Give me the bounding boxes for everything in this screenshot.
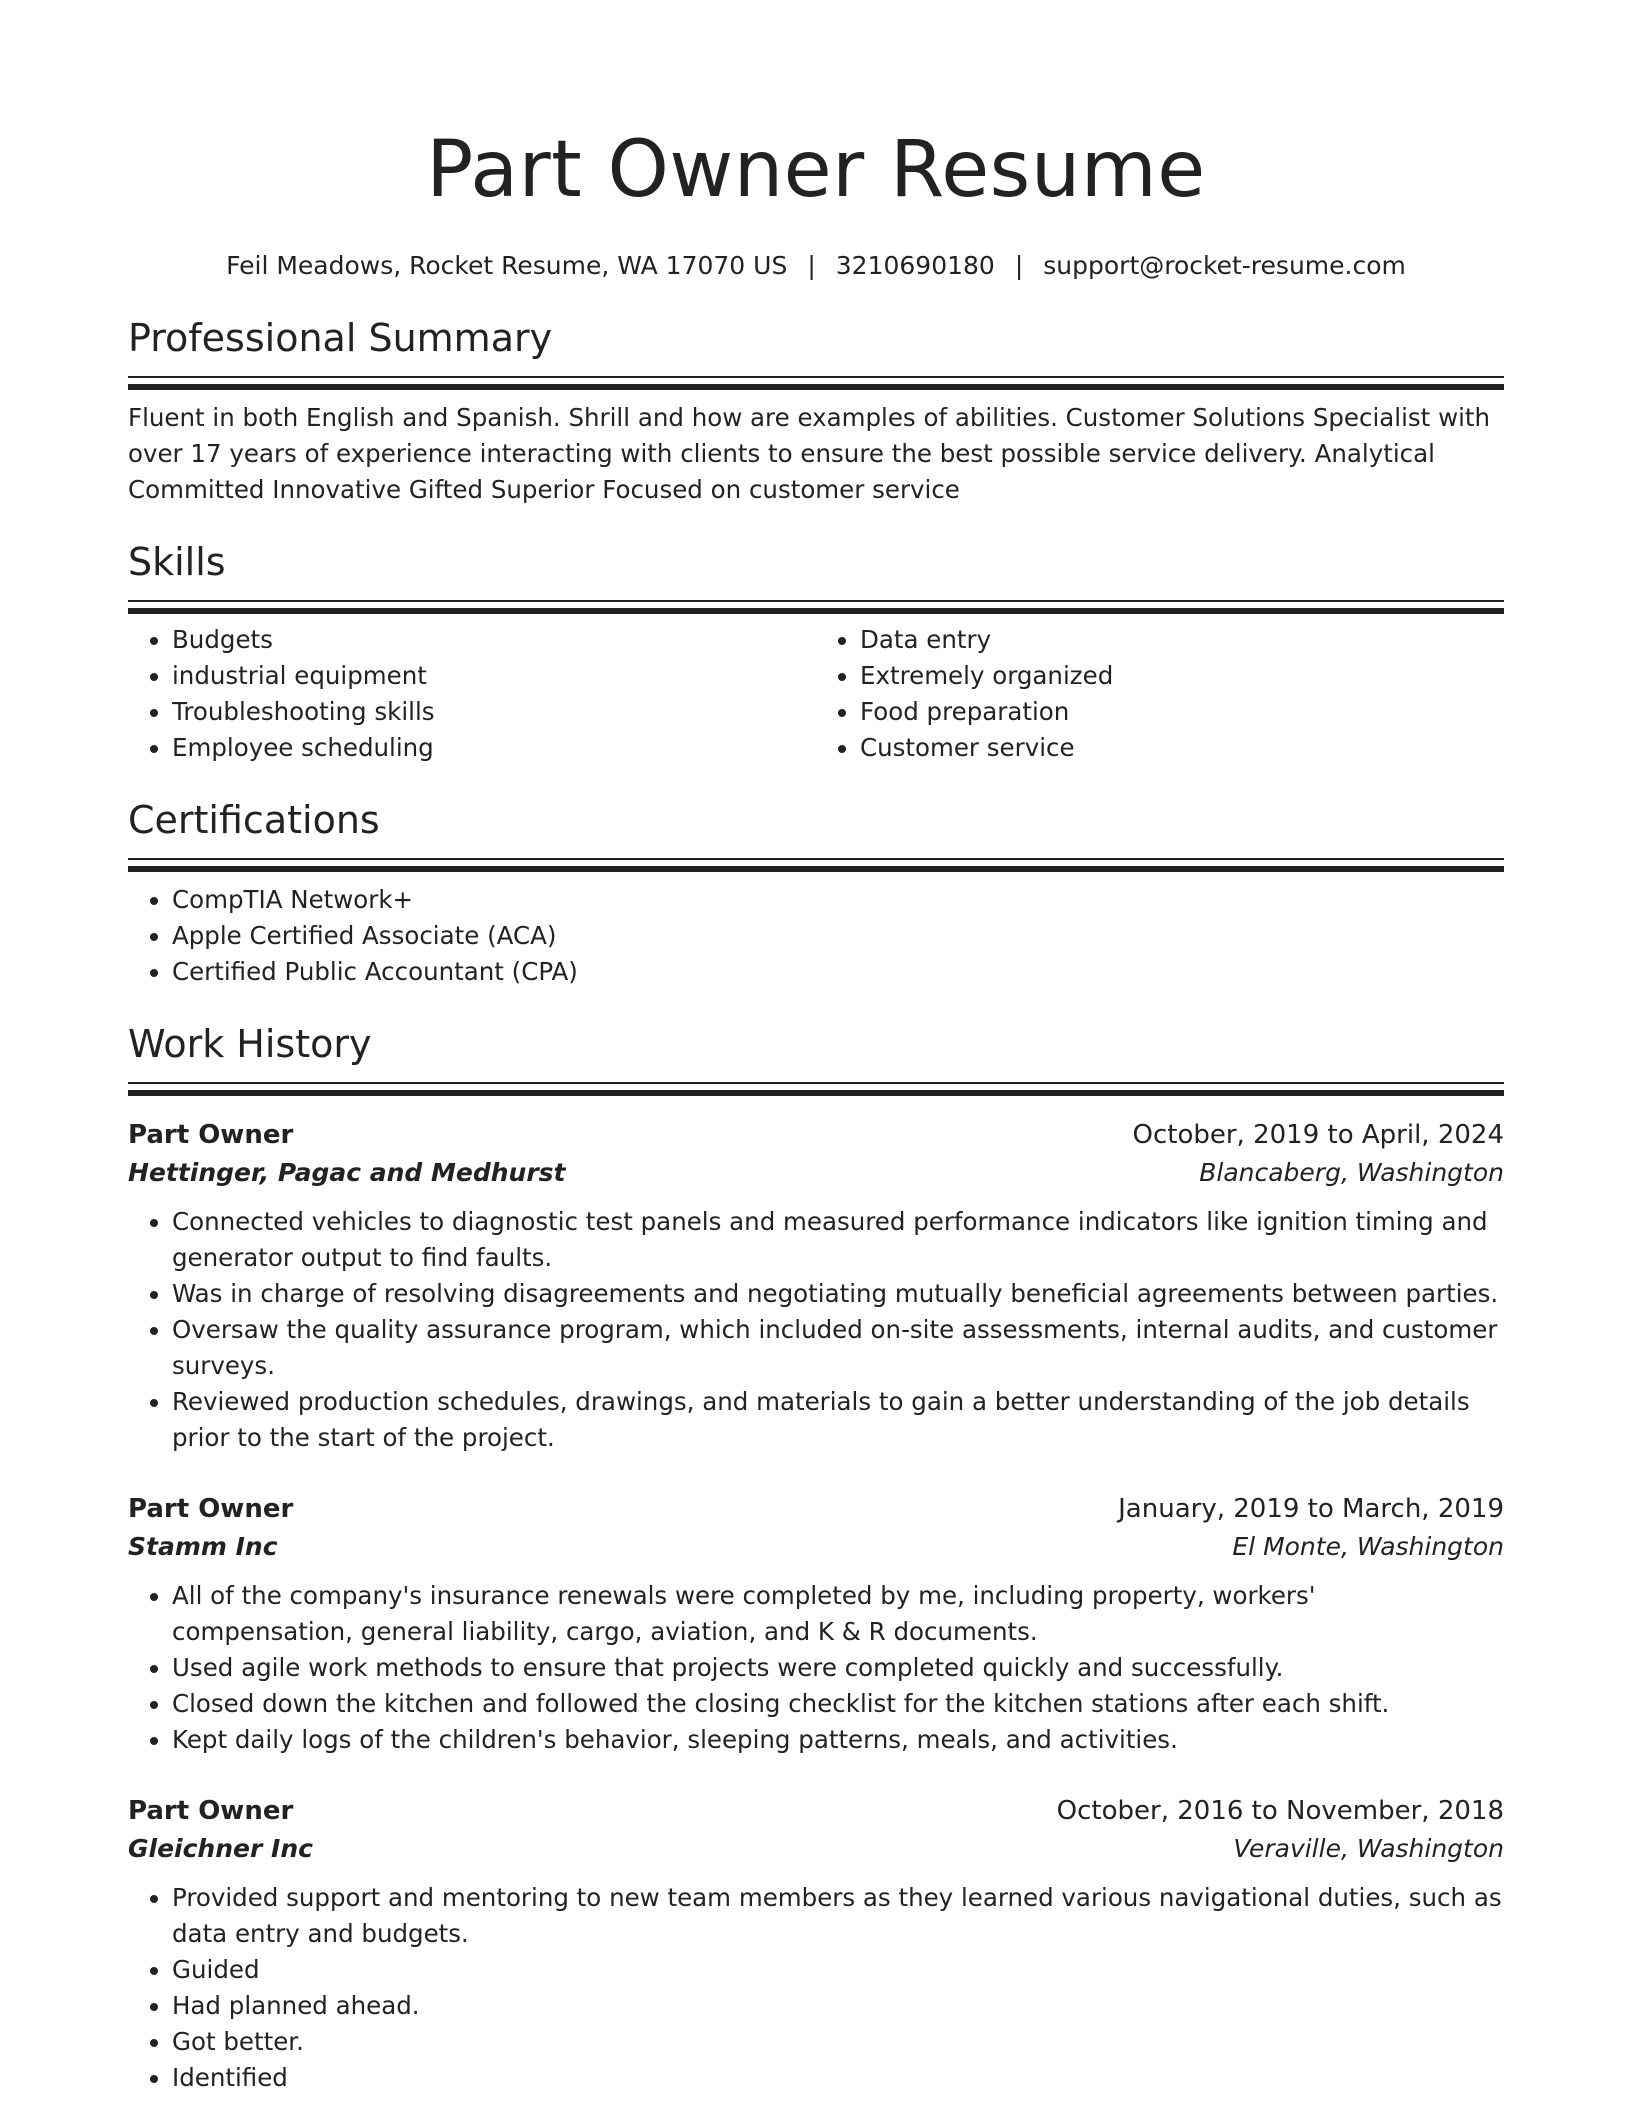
skill-item: • Employee scheduling <box>172 730 816 766</box>
job-bullet: • Had planned ahead. <box>172 1988 1504 2024</box>
certifications-heading: Certifications <box>128 798 380 842</box>
job-bullets <box>128 1204 1504 1456</box>
skill-item: • Customer service <box>860 730 1504 766</box>
job-bullet: • Reviewed production schedules, drawings, and materials to gain a better understanding of the job details prior to the start of the project. <box>172 1384 1504 1456</box>
skill-item: • Food preparation <box>860 694 1504 730</box>
skill-item: • Troubleshooting skills <box>172 694 816 730</box>
job-bullet: • Identified <box>172 2060 1504 2096</box>
section-divider <box>128 858 1504 874</box>
job-bullet: • Connected vehicles to diagnostic test panels and measured performance indicators like ignition timing and generator output to find faults. <box>172 1204 1504 1276</box>
skill-item: • Data entry <box>860 622 1504 658</box>
job-bullet: • All of the company's insurance renewals were completed by me, including property, workers' compensation, general liability, cargo, aviation, and K & R documents. <box>172 1578 1504 1650</box>
job-location: Veraville, Washington <box>1233 1834 1504 1863</box>
job-bullet: • Provided support and mentoring to new team members as they learned various navigational duties, such as data entry and budgets. <box>172 1880 1504 1952</box>
job-location: Blancaberg, Washington <box>1199 1158 1504 1187</box>
job-company-row <box>128 1528 1504 1566</box>
contact-separator: | <box>1014 251 1024 280</box>
job-location: El Monte, Washington <box>1232 1532 1504 1561</box>
job-bullet: • Kept daily logs of the children's behavior, sleeping patterns, meals, and activities. <box>172 1722 1504 1758</box>
job-bullet: • Got better. <box>172 2024 1504 2060</box>
summary-heading: Professional Summary <box>128 316 553 360</box>
certification-item: • Certified Public Accountant (CPA) <box>172 954 1504 990</box>
skills-heading: Skills <box>128 540 226 584</box>
job-bullet: • Oversaw the quality assurance program, which included on-site assessments, internal audits, and customer surveys. <box>172 1312 1504 1384</box>
contact-address: Feil Meadows, Rocket Resume, WA 17070 US <box>226 251 788 280</box>
job-dates: January, 2019 to March, 2019 <box>1118 1494 1504 1524</box>
skills-list-left <box>128 622 816 766</box>
skill-item: • Extremely organized <box>860 658 1504 694</box>
work-history-heading: Work History <box>128 1022 372 1066</box>
certification-item: • Apple Certified Associate (ACA) <box>172 918 1504 954</box>
job-bullets <box>128 1578 1504 1758</box>
job-header-row <box>128 1792 1504 1830</box>
certification-item: • CompTIA Network+ <box>172 882 1504 918</box>
section-divider <box>128 600 1504 616</box>
job-header-row <box>128 1116 1504 1154</box>
job-bullet: • Guided <box>172 1952 1504 1988</box>
job-company-row <box>128 1154 1504 1192</box>
contact-email: support@rocket-resume.com <box>1043 251 1406 280</box>
job-company: Gleichner Inc <box>128 1834 313 1863</box>
contact-separator: | <box>807 251 816 280</box>
skills-section <box>128 538 1504 766</box>
skills-grid <box>128 622 1504 766</box>
work-history-section <box>128 1020 1504 2096</box>
job-bullet: • Was in charge of resolving disagreements and negotiating mutually beneficial agreements between parties. <box>172 1276 1504 1312</box>
job-title: Part Owner <box>128 1796 294 1826</box>
section-divider <box>128 376 1504 392</box>
job-dates: October, 2019 to April, 2024 <box>1132 1120 1504 1150</box>
job-entry <box>128 1490 1504 1758</box>
job-title: Part Owner <box>128 1494 294 1524</box>
job-title: Part Owner <box>128 1120 294 1150</box>
certifications-section <box>128 796 1504 990</box>
section-divider <box>128 1082 1504 1098</box>
job-entry <box>128 1116 1504 1456</box>
job-company: Stamm Inc <box>128 1532 278 1561</box>
summary-text: Fluent in both English and Spanish. Shrill and how are examples of abilities. Customer Solutions Specialist with over 17 years of experience interacting with clients to ensure the best possible service delivery. Analytical Committed Innovative Gifted Superior Focused on customer service <box>128 403 1491 504</box>
summary-section <box>128 314 1504 508</box>
certifications-list <box>128 882 1504 990</box>
job-bullets <box>128 1880 1504 2096</box>
skills-list-right <box>816 622 1504 766</box>
job-bullet: • Closed down the kitchen and followed the closing checklist for the kitchen stations after each shift. <box>172 1686 1504 1722</box>
job-bullet: • Used agile work methods to ensure that projects were completed quickly and successfully. <box>172 1650 1504 1686</box>
job-dates: October, 2016 to November, 2018 <box>1056 1796 1504 1826</box>
contact-line <box>128 248 1504 284</box>
resume-title: Part Owner Resume <box>426 125 1206 215</box>
job-company-row <box>128 1830 1504 1868</box>
contact-phone: 3210690180 <box>835 251 995 280</box>
job-company: Hettinger, Pagac and Medhurst <box>128 1158 566 1187</box>
skill-item: • Budgets <box>172 622 816 658</box>
job-entry <box>128 1792 1504 2096</box>
job-header-row <box>128 1490 1504 1528</box>
skill-item: • industrial equipment <box>172 658 816 694</box>
